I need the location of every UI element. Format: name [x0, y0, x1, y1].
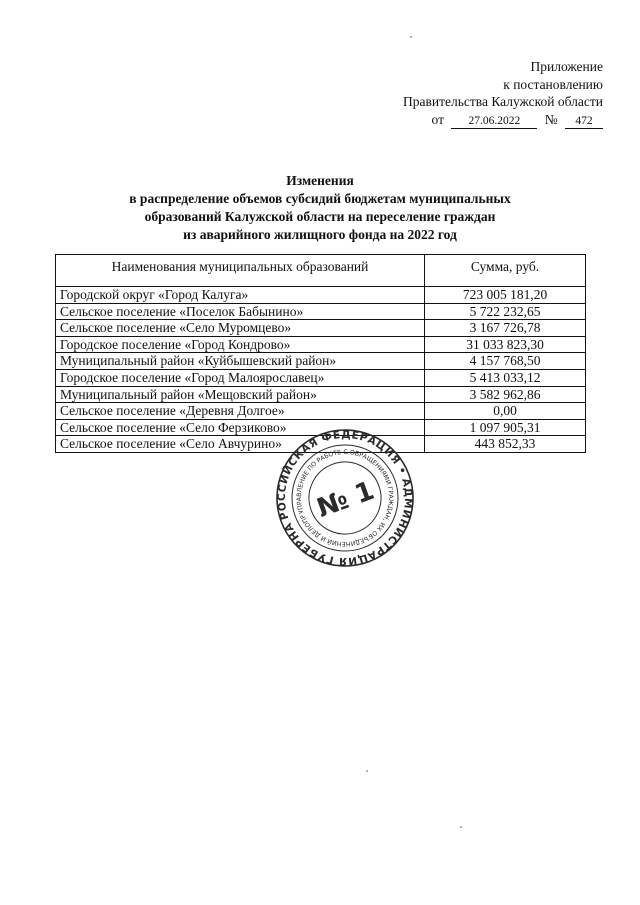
municipality-name: Городское поселение «Город Малоярославец»: [56, 369, 425, 386]
table-row: [56, 353, 586, 370]
scan-speck: [366, 770, 368, 772]
title-line-4: из аварийного жилищного фонда на 2022 год: [183, 227, 457, 242]
subsidy-sum: 3 167 726,78: [425, 320, 586, 337]
subsidy-sum: 1 097 905,31: [425, 419, 586, 436]
official-seal: [275, 428, 415, 568]
municipality-name: Муниципальный район «Куйбышевский район»: [56, 353, 425, 370]
table-row: [56, 403, 586, 420]
table-row: [56, 320, 586, 337]
subsidy-sum: 3 582 962,86: [425, 386, 586, 403]
title-line-1: Изменения: [286, 173, 354, 188]
municipality-name: Сельское поселение «Поселок Бабынино»: [56, 303, 425, 320]
municipality-name: Городской округ «Город Калуга»: [56, 287, 425, 304]
header-sum: Сумма, руб.: [425, 255, 586, 287]
appendix-line-2: к постановлению: [503, 76, 603, 92]
number-label: №: [544, 111, 558, 127]
municipality-name: Муниципальный район «Мещовский район»: [56, 386, 425, 403]
seal-inner-text: УПРАВЛЕНИЕ ПО РАБОТЕ С ОБРАЩЕНИЯМИ ГРАЖДАН, ИХ ОБЪЕДИНЕНИЙ И ДЕЛОПРОИЗВОДСТВА: [295, 448, 395, 548]
header-name: Наименования муниципальных образований: [56, 255, 425, 287]
title-line-2: в распределение объемов субсидий бюджетам муниципальных: [129, 191, 511, 206]
table-row: [56, 336, 586, 353]
subsidy-sum: 0,00: [425, 403, 586, 420]
municipality-name: Сельское поселение «Деревня Долгое»: [56, 403, 425, 420]
scan-speck: [460, 826, 462, 828]
subsidy-table: [55, 254, 586, 453]
subsidy-sum: 723 005 181,20: [425, 287, 586, 304]
resolution-date: 27.06.2022: [451, 115, 537, 129]
subsidy-sum: 5 413 033,12: [425, 369, 586, 386]
table-row: [56, 303, 586, 320]
subsidy-sum: 5 722 232,65: [425, 303, 586, 320]
title-line-3: образований Калужской области на переселение граждан: [144, 209, 496, 224]
appendix-header: [403, 58, 603, 129]
seal-graphic: [275, 428, 415, 568]
table-row: [56, 386, 586, 403]
appendix-date-number-line: [403, 111, 603, 129]
table-row: [56, 369, 586, 386]
document-title: [0, 172, 640, 244]
appendix-line-3: Правительства Калужской области: [402, 94, 603, 109]
from-label: от: [431, 111, 444, 127]
resolution-number: 472: [565, 115, 603, 129]
seal-outer-text: РОССИЙСКАЯ ФЕДЕРАЦИЯ • АДМИНИСТРАЦИЯ ГУБЕРНАТОРА: [275, 428, 415, 568]
subsidy-sum: 4 157 768,50: [425, 353, 586, 370]
municipality-name: Сельское поселение «Село Муромцево»: [56, 320, 425, 337]
scan-speck: [410, 36, 412, 38]
municipality-name: Сельское поселение «Село Ферзиково»: [56, 419, 425, 436]
table-header-row: [56, 255, 586, 287]
seal-center-number: № 1: [313, 475, 379, 524]
subsidy-sum: 31 033 823,30: [425, 336, 586, 353]
municipality-name: Городское поселение «Город Кондрово»: [56, 336, 425, 353]
municipality-name: Сельское поселение «Село Авчурино»: [56, 436, 425, 453]
subsidy-sum: 443 852,33: [425, 436, 586, 453]
appendix-line-1: Приложение: [530, 59, 603, 74]
table-row: [56, 287, 586, 304]
